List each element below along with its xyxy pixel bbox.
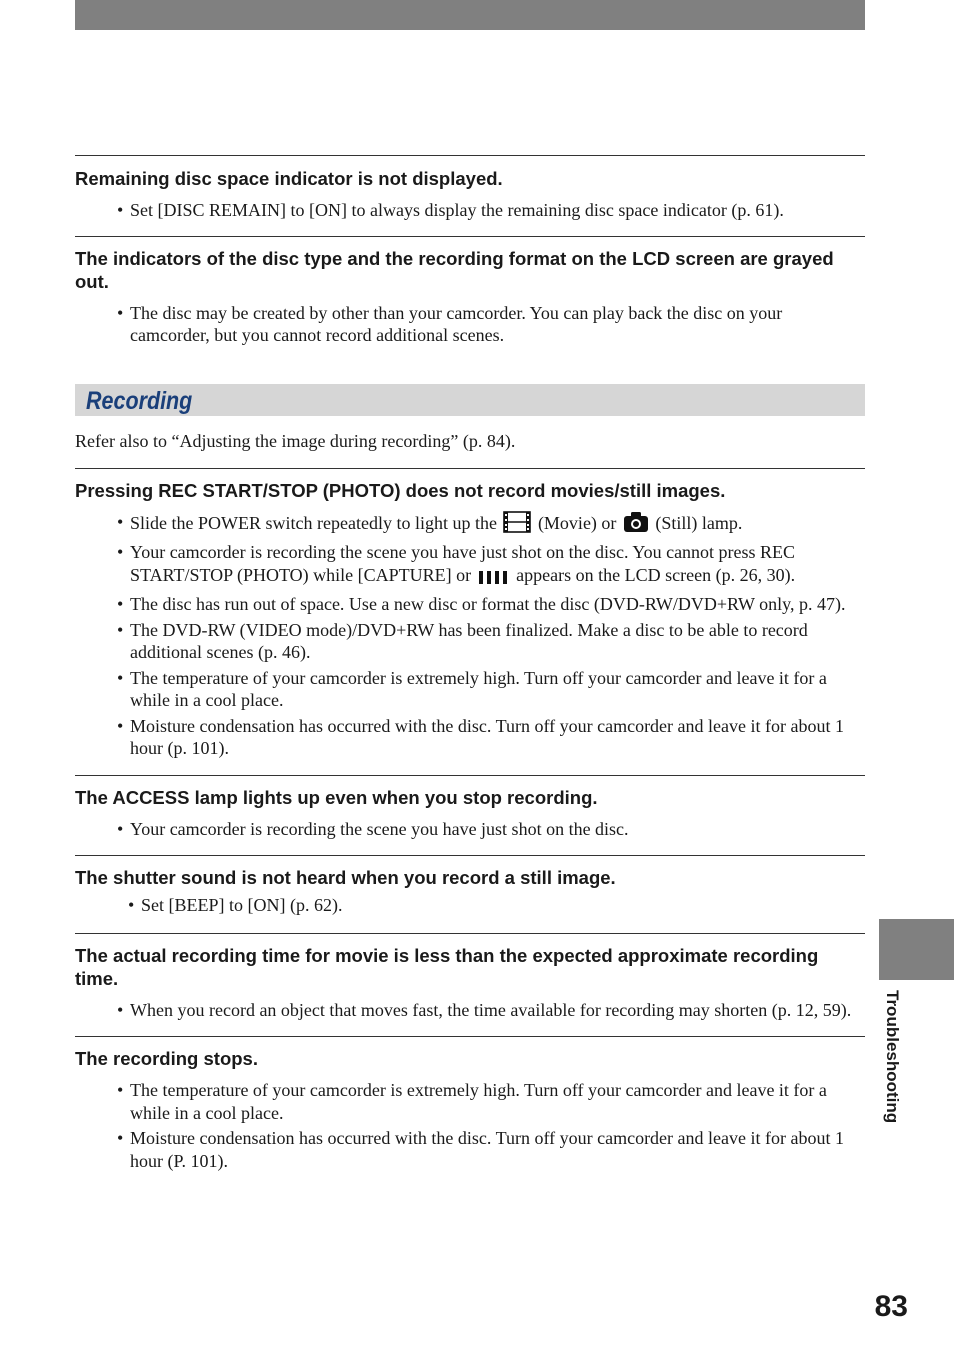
page-content [75,155,865,1175]
capture-bars-icon [478,568,510,591]
topic-heading: Pressing REC START/STOP (PHOTO) does not record movies/still images. [75,479,726,501]
chapter-tab [879,919,954,980]
bullet-item: • The disc has run out of space. Use a new disc or format the disc (DVD-RW/DVD+RW only, p. 47). [75,593,865,616]
bullet-item: • Set [BEEP] to [ON] (p. 62). [75,894,865,917]
bullet-list [75,818,865,841]
topic-heading: The indicators of the disc type and the recording format on the LCD screen are grayed out. [75,247,834,292]
bullet-item: • The temperature of your camcorder is extremely high. Turn off your camcorder and leave it for a while in a cool place. [75,1079,865,1124]
bullet-item: • Moisture condensation has occurred with the disc. Turn off your camcorder and leave it for about 1 hour (p. 101). [75,715,865,760]
bullet-item: • The temperature of your camcorder is extremely high. Turn off your camcorder and leave it for a while in a cool place. [75,667,865,712]
bullet-list [75,1079,865,1172]
topic-heading: The shutter sound is not heard when you record a still image. [75,867,616,888]
bullet-item: • Slide the POWER switch repeatedly to light up the (Movie) or (Still) lamp. [75,511,865,539]
bullet-item: • When you record an object that moves fast, the time available for recording may shorten (p. 12, 59). [75,999,865,1022]
topic-heading: Remaining disc space indicator is not displayed. [75,168,503,189]
bullet-item: • Your camcorder is recording the scene you have just shot on the disc. You cannot press REC START/STOP (PHOTO) while [CAPTURE] or appears on the LCD screen (p. 26, 30). [75,541,865,590]
page-number: 83 [874,1290,908,1323]
bullet-item: • The DVD-RW (VIDEO mode)/DVD+RW has been finalized. Make a disc to be able to record additional scenes (p. 46). [75,619,865,664]
bullet-item: • Set [DISC REMAIN] to [ON] to always display the remaining disc space indicator (p. 61). [75,199,865,222]
bullet-list [75,511,865,760]
topic-heading: The ACCESS lamp lights up even when you stop recording. [75,786,598,808]
bullet-list [75,302,865,347]
bullet-item: • Your camcorder is recording the scene you have just shot on the disc. [75,818,865,841]
section-title: Recording [86,386,193,415]
movie-film-icon [503,511,531,539]
topic-heading: The actual recording time for movie is less than the expected approximate recording time. [75,944,819,989]
bullet-list [75,199,865,222]
bullet-item: • The disc may be created by other than your camcorder. You can play back the disc on your camcorder, but you cannot record additional scenes. [75,302,865,347]
bullet-item: • Moisture condensation has occurred with the disc. Turn off your camcorder and leave it for about 1 hour (P. 101). [75,1127,865,1172]
chapter-label: Troubleshooting [883,990,902,1124]
bullet-list [75,999,865,1022]
camera-icon [623,511,649,539]
bullet-list [75,894,865,917]
topic-heading: The recording stops. [75,1048,258,1069]
section-intro: Refer also to “Adjusting the image during recording” (p. 84). [75,430,516,451]
header-bar [75,0,865,30]
section-bar [75,384,865,416]
